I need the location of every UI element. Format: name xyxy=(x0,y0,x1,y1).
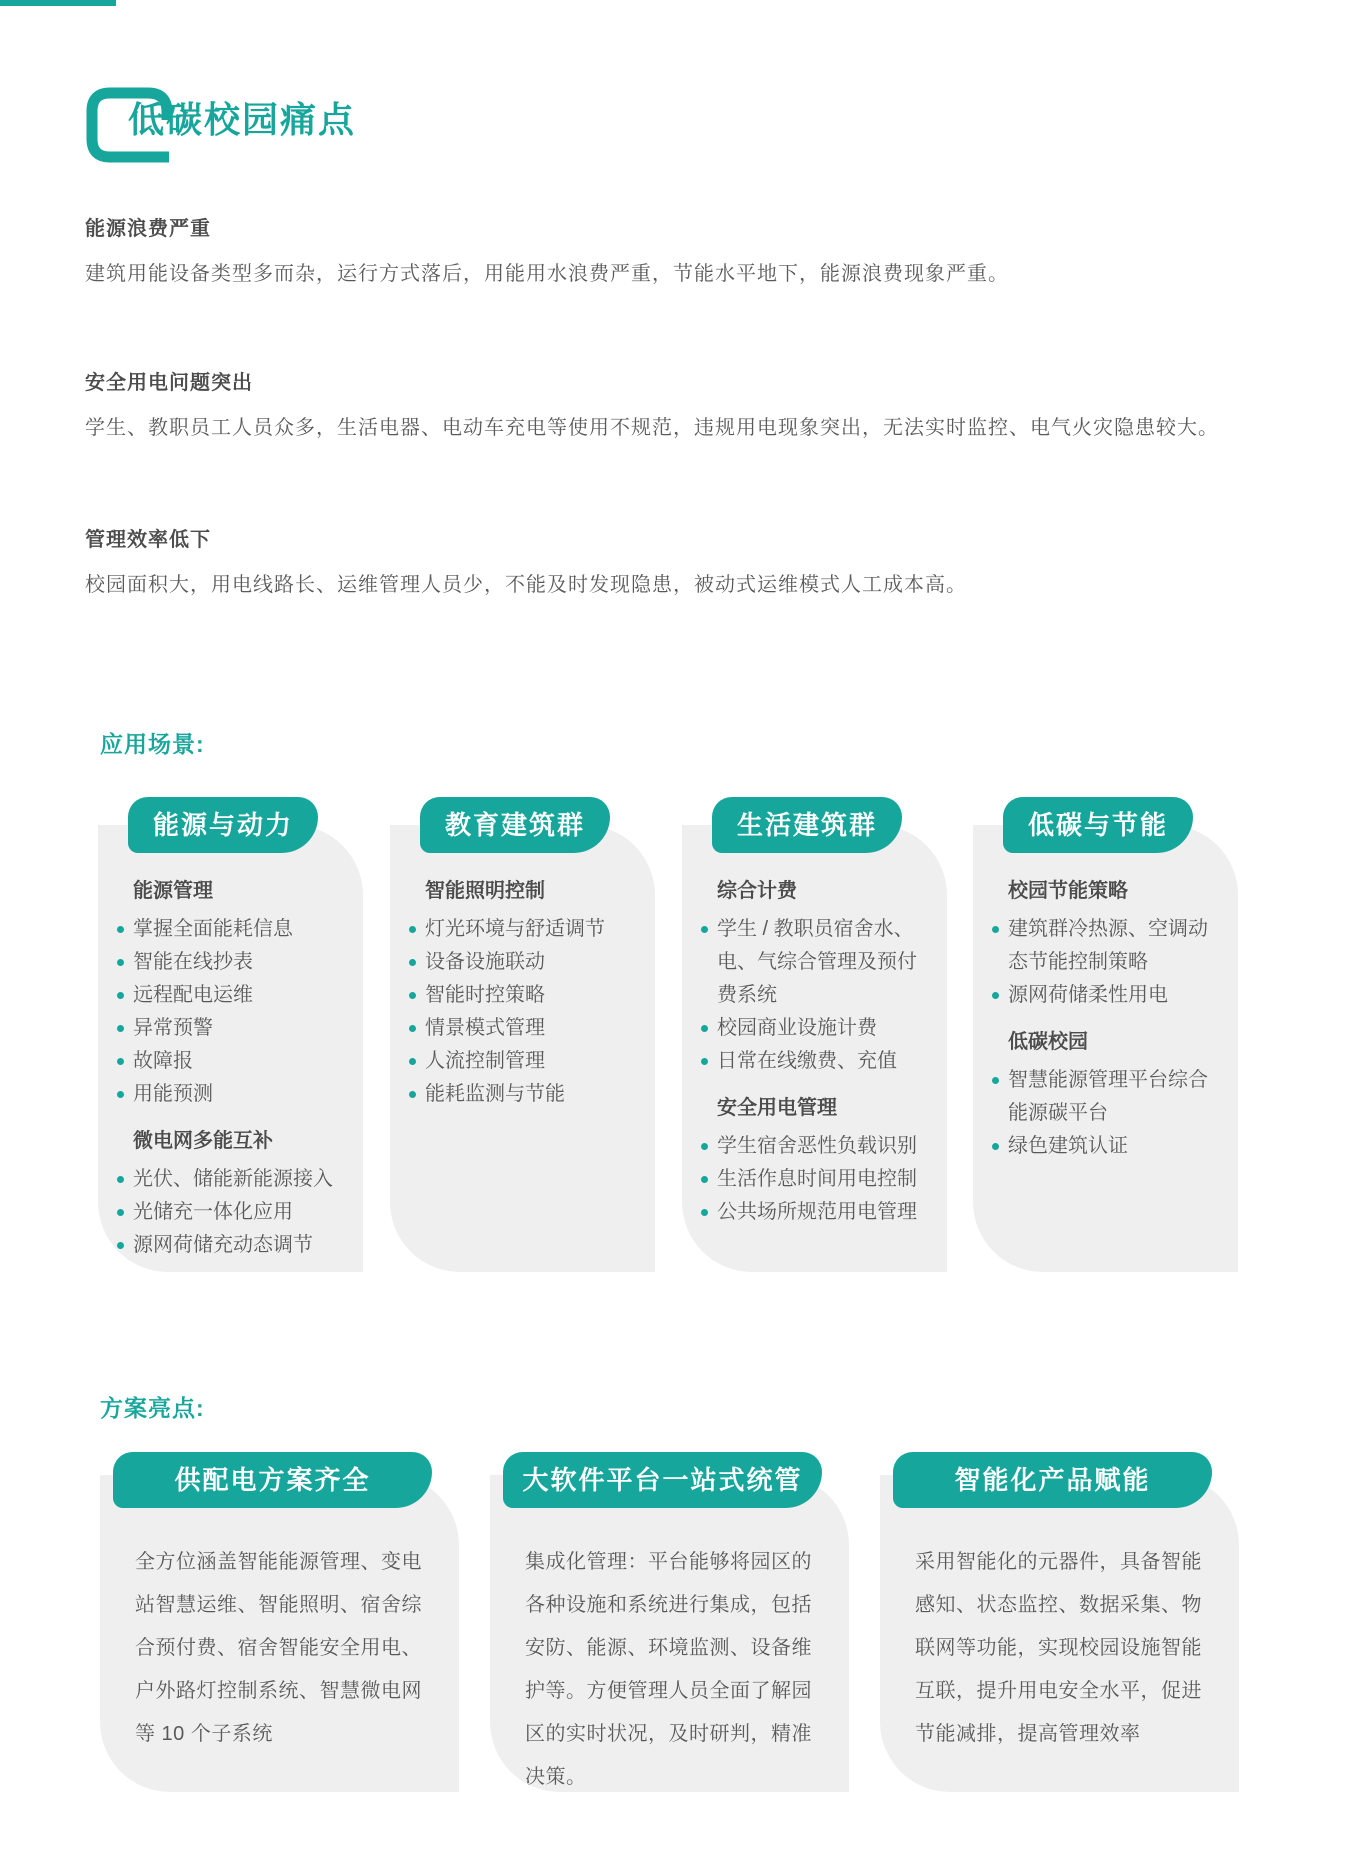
list-item: 设备设施联动 xyxy=(425,946,641,979)
list-item: 灯光环境与舒适调节 xyxy=(425,913,641,946)
bullet-dot-icon xyxy=(992,926,999,933)
highlight-card-body: 采用智能化的元器件，具备智能感知、状态监控、数据采集、物联网等功能，实现校园设施智能互联，提升用电安全水平，促进节能减排，提高管理效率 xyxy=(915,1551,1202,1745)
highlight-card-title: 大软件平台一站式统管 xyxy=(503,1452,822,1508)
pain-point-desc: 学生、教职员工人员众多，生活电器、电动车充电等使用不规范，违规用电现象突出，无法实时监控、电气火灾隐患较大。 xyxy=(85,417,1219,439)
scenario-card-low-carbon xyxy=(973,810,1238,1272)
bullet-dot-icon xyxy=(701,1025,708,1032)
bullet-dot-icon xyxy=(409,926,416,933)
highlight-card-software-platform xyxy=(490,1465,849,1792)
list-item: 异常预警 xyxy=(133,1012,349,1045)
scenario-bullet-list xyxy=(1008,1064,1224,1163)
list-item: 情景模式管理 xyxy=(425,1012,641,1045)
scenario-card-energy-power xyxy=(98,810,363,1272)
pain-point-title: 能源浪费严重 xyxy=(85,218,211,240)
scenario-section-heading: 校园节能策略 xyxy=(1008,880,1128,902)
list-item: 智能时控策略 xyxy=(425,979,641,1012)
scenario-bullet-list xyxy=(133,913,349,1111)
scenario-card-title: 低碳与节能 xyxy=(1003,797,1193,853)
list-item: 建筑群冷热源、空调动态节能控制策略 xyxy=(1008,913,1224,979)
bullet-dot-icon xyxy=(409,992,416,999)
list-item: 故障报 xyxy=(133,1045,349,1078)
highlight-card-body: 集成化管理：平台能够将园区的各种设施和系统进行集成，包括安防、能源、环境监测、设备维护等。方便管理人员全面了解园区的实时状况，及时研判，精准决策。 xyxy=(525,1551,812,1788)
bullet-dot-icon xyxy=(117,1209,124,1216)
scenario-bullet-list xyxy=(717,1130,933,1229)
pain-point-desc: 校园面积大，用电线路长、运维管理人员少，不能及时发现隐患，被动式运维模式人工成本高。 xyxy=(85,574,967,596)
list-item: 学生宿舍恶性负载识别 xyxy=(717,1130,933,1163)
bullet-dot-icon xyxy=(117,1242,124,1249)
list-item: 光储充一体化应用 xyxy=(133,1196,349,1229)
pain-point xyxy=(85,212,1275,289)
bullet-dot-icon xyxy=(117,926,124,933)
scenario-section-heading: 微电网多能互补 xyxy=(133,1130,273,1152)
bullet-dot-icon xyxy=(701,1143,708,1150)
list-item: 能耗监测与节能 xyxy=(425,1078,641,1111)
highlight-card-smart-products xyxy=(880,1465,1239,1792)
bullet-dot-icon xyxy=(117,1025,124,1032)
list-item: 日常在线缴费、充值 xyxy=(717,1045,933,1078)
scenario-bullet-list xyxy=(717,913,933,1078)
scenario-card-body xyxy=(390,825,655,1111)
highlight-card-title: 智能化产品赋能 xyxy=(893,1452,1212,1508)
highlight-card-body: 全方位涵盖智能能源管理、变电站智慧运维、智能照明、宿舍综合预付费、宿舍智能安全用电、户外路灯控制系统、智慧微电网等 10 个子系统 xyxy=(135,1551,422,1745)
list-item: 学生 / 教职员宿舍水、电、气综合管理及预付费系统 xyxy=(717,913,933,1012)
scenario-section-heading: 综合计费 xyxy=(717,880,797,902)
scenario-card-education-buildings xyxy=(390,810,655,1272)
list-item: 智慧能源管理平台综合能源碳平台 xyxy=(1008,1064,1224,1130)
list-item: 用能预测 xyxy=(133,1078,349,1111)
scenario-card-title: 生活建筑群 xyxy=(712,797,902,853)
scenario-card-body xyxy=(973,825,1238,1163)
bullet-dot-icon xyxy=(409,1025,416,1032)
bullet-dot-icon xyxy=(117,992,124,999)
highlight-card-title: 供配电方案齐全 xyxy=(113,1452,432,1508)
bullet-dot-icon xyxy=(701,926,708,933)
list-item: 人流控制管理 xyxy=(425,1045,641,1078)
pain-point-title: 管理效率低下 xyxy=(85,529,211,551)
page-title: 低碳校园痛点 xyxy=(128,99,357,140)
scenario-bullet-list xyxy=(425,913,641,1111)
bullet-dot-icon xyxy=(701,1058,708,1065)
bullet-dot-icon xyxy=(701,1176,708,1183)
scenario-section-heading: 能源管理 xyxy=(133,880,213,902)
bullet-dot-icon xyxy=(409,1058,416,1065)
list-item: 智能在线抄表 xyxy=(133,946,349,979)
scenario-card-body xyxy=(682,825,947,1229)
list-item: 生活作息时间用电控制 xyxy=(717,1163,933,1196)
bullet-dot-icon xyxy=(117,1058,124,1065)
list-item: 绿色建筑认证 xyxy=(1008,1130,1224,1163)
scenario-card-title: 教育建筑群 xyxy=(420,797,610,853)
bullet-dot-icon xyxy=(992,992,999,999)
pain-point-desc: 建筑用能设备类型多而杂，运行方式落后，用能用水浪费严重，节能水平地下，能源浪费现象严重。 xyxy=(85,263,1009,285)
bullet-dot-icon xyxy=(409,1091,416,1098)
list-item: 源网荷储充动态调节 xyxy=(133,1229,349,1262)
scenario-section-heading: 智能照明控制 xyxy=(425,880,545,902)
scenario-card-living-buildings xyxy=(682,810,947,1272)
list-item: 源网荷储柔性用电 xyxy=(1008,979,1224,1012)
bullet-dot-icon xyxy=(992,1077,999,1084)
scenarios-label: 应用场景: xyxy=(100,731,205,757)
scenario-card-body xyxy=(98,825,363,1262)
bullet-dot-icon xyxy=(701,1209,708,1216)
scenario-section-heading: 低碳校园 xyxy=(1008,1031,1088,1053)
bullet-dot-icon xyxy=(992,1143,999,1150)
list-item: 光伏、储能新能源接入 xyxy=(133,1163,349,1196)
scenario-section-heading: 安全用电管理 xyxy=(717,1097,837,1119)
scenario-card-title: 能源与动力 xyxy=(128,797,318,853)
list-item: 远程配电运维 xyxy=(133,979,349,1012)
pain-point-title: 安全用电问题突出 xyxy=(85,372,253,394)
highlight-card-power-distribution xyxy=(100,1465,459,1792)
highlights-label: 方案亮点: xyxy=(100,1395,205,1421)
page-header xyxy=(85,84,585,174)
top-accent-bar xyxy=(0,0,116,6)
pain-point xyxy=(85,523,1275,600)
bullet-dot-icon xyxy=(117,1176,124,1183)
list-item: 公共场所规范用电管理 xyxy=(717,1196,933,1229)
bullet-dot-icon xyxy=(409,959,416,966)
bullet-dot-icon xyxy=(117,959,124,966)
list-item: 掌握全面能耗信息 xyxy=(133,913,349,946)
scenario-bullet-list xyxy=(133,1163,349,1262)
pain-point xyxy=(85,366,1275,443)
scenario-bullet-list xyxy=(1008,913,1224,1012)
bullet-dot-icon xyxy=(117,1091,124,1098)
list-item: 校园商业设施计费 xyxy=(717,1012,933,1045)
